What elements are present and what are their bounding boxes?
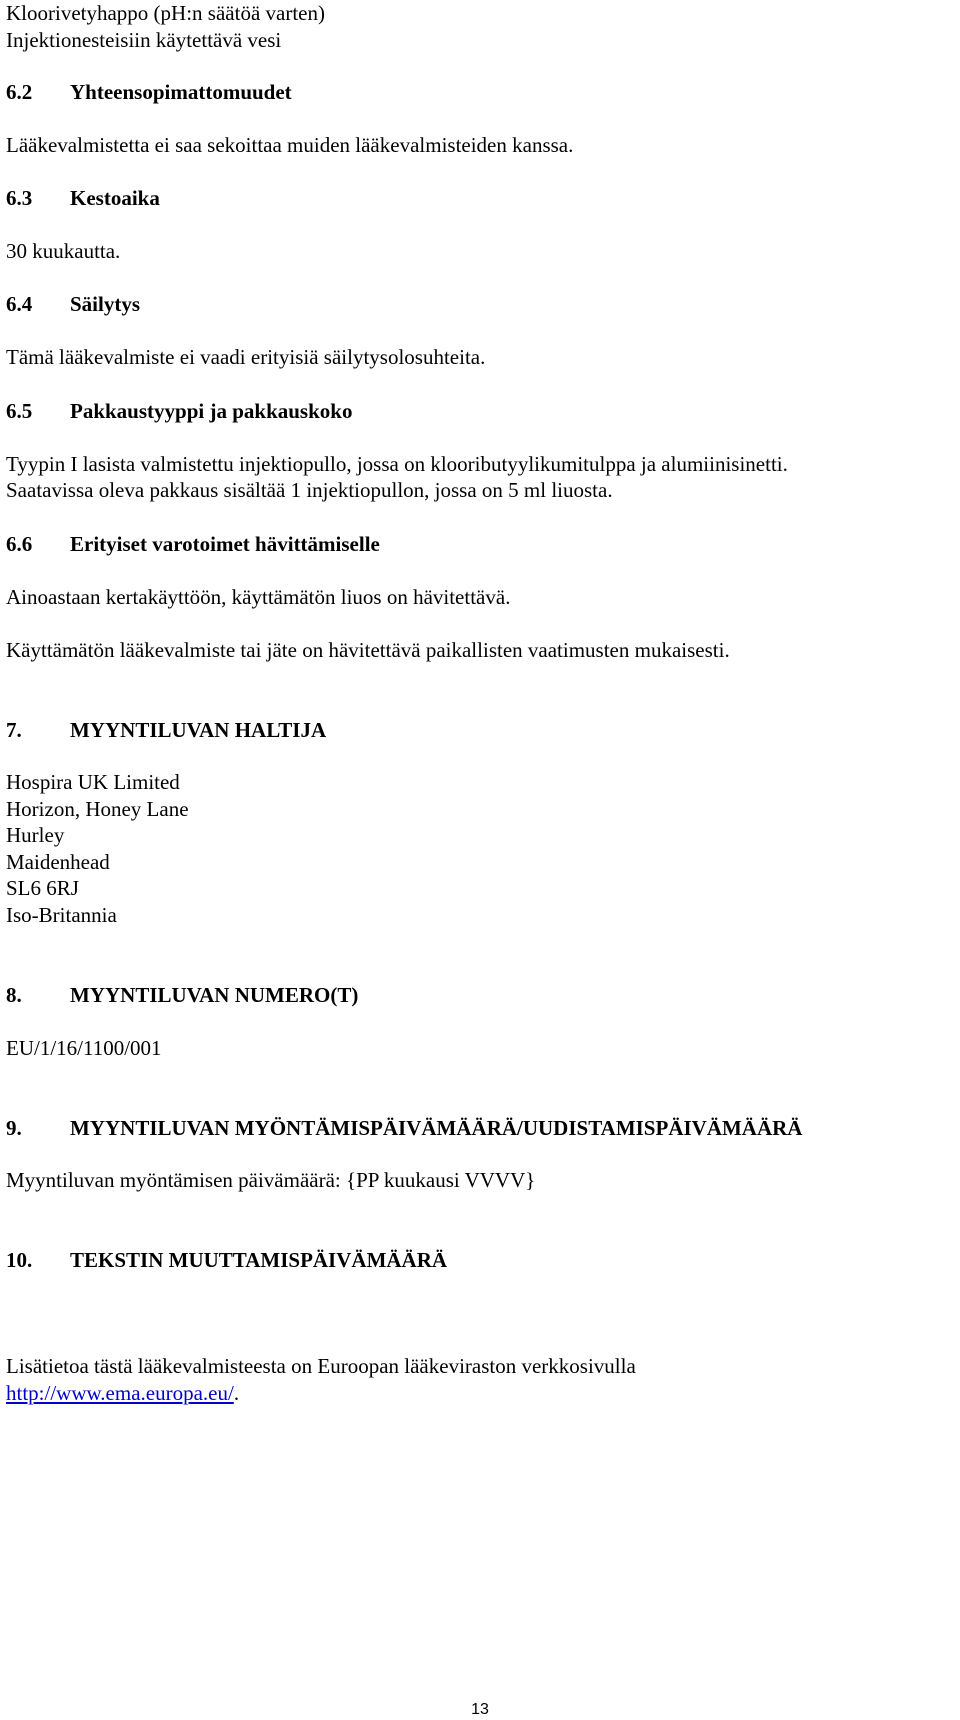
section-title: Pakkaustyyppi ja pakkauskoko: [70, 399, 353, 423]
section-title: MYYNTILUVAN MYÖNTÄMISPÄIVÄMÄÄRÄ/UUDISTAMISPÄIVÄMÄÄRÄ: [70, 1116, 803, 1140]
page-number: 13: [471, 1701, 489, 1718]
section-number: 8.: [6, 983, 22, 1007]
section-number: 6.6: [6, 532, 33, 556]
section-text: Tyypin I lasista valmistettu injektiopullo, jossa on klooributyylikumitulppa ja alumiinisinetti.: [6, 452, 788, 476]
authorisation-number: EU/1/16/1100/001: [6, 1036, 162, 1060]
section-text: 30 kuukautta.: [6, 239, 121, 263]
more-info-link-line: [6, 1380, 239, 1406]
section-heading-10: [6, 1247, 447, 1273]
section-title: MYYNTILUVAN HALTIJA: [70, 718, 327, 742]
ingredient-line: Kloorivetyhappo (pH:n säätöä varten): [6, 1, 325, 25]
section-number: 6.3: [6, 186, 33, 210]
address-line: SL6 6RJ: [6, 876, 79, 900]
section-heading-6-6: [6, 531, 380, 557]
address-line: Maidenhead: [6, 850, 110, 874]
section-title: TEKSTIN MUUTTAMISPÄIVÄMÄÄRÄ: [70, 1248, 448, 1272]
section-title: Säilytys: [70, 292, 141, 316]
section-number: 6.4: [6, 292, 33, 316]
section-text: Ainoastaan kertakäyttöön, käyttämätön liuos on hävitettävä.: [6, 585, 511, 609]
address-line: Hurley: [6, 823, 65, 847]
address-line: Iso-Britannia: [6, 903, 117, 927]
section-heading-6-5: [6, 398, 352, 424]
section-heading-7: [6, 717, 326, 743]
section-heading-8: [6, 982, 358, 1008]
ingredient-line: Injektionesteisiin käytettävä vesi: [6, 28, 282, 52]
section-heading-9: [6, 1115, 802, 1141]
section-title: Kestoaika: [70, 186, 160, 210]
section-text: Saatavissa oleva pakkaus sisältää 1 injektiopullon, jossa on 5 ml liuosta.: [6, 478, 613, 502]
section-text: Myyntiluvan myöntämisen päivämäärä: {PP kuukausi VVVV}: [6, 1168, 536, 1192]
section-number: 10.: [6, 1248, 33, 1272]
link-suffix: .: [233, 1381, 240, 1405]
more-info-text: Lisätietoa tästä lääkevalmisteesta on Euroopan lääkeviraston verkkosivulla: [6, 1354, 636, 1378]
section-title: MYYNTILUVAN NUMERO(T): [70, 983, 359, 1007]
section-number: 7.: [6, 718, 22, 742]
section-number: 6.2: [6, 80, 33, 104]
section-text: Lääkevalmistetta ei saa sekoittaa muiden lääkevalmisteiden kanssa.: [6, 133, 574, 157]
section-title: Erityiset varotoimet hävittämiselle: [70, 532, 380, 556]
section-text: Tämä lääkevalmiste ei vaadi erityisiä säilytysolosuhteita.: [6, 345, 486, 369]
section-text: Käyttämätön lääkevalmiste tai jäte on hävitettävä paikallisten vaatimusten mukaisesti.: [6, 638, 730, 662]
section-number: 9.: [6, 1116, 22, 1140]
section-heading-6-3: [6, 185, 160, 211]
address-line: Hospira UK Limited: [6, 770, 180, 794]
section-heading-6-2: [6, 79, 292, 105]
section-heading-6-4: [6, 291, 140, 317]
section-title: Yhteensopimattomuudet: [70, 80, 292, 104]
address-line: Horizon, Honey Lane: [6, 797, 189, 821]
ema-website-link[interactable]: http://www.ema.europa.eu/: [6, 1381, 234, 1405]
section-number: 6.5: [6, 399, 33, 423]
